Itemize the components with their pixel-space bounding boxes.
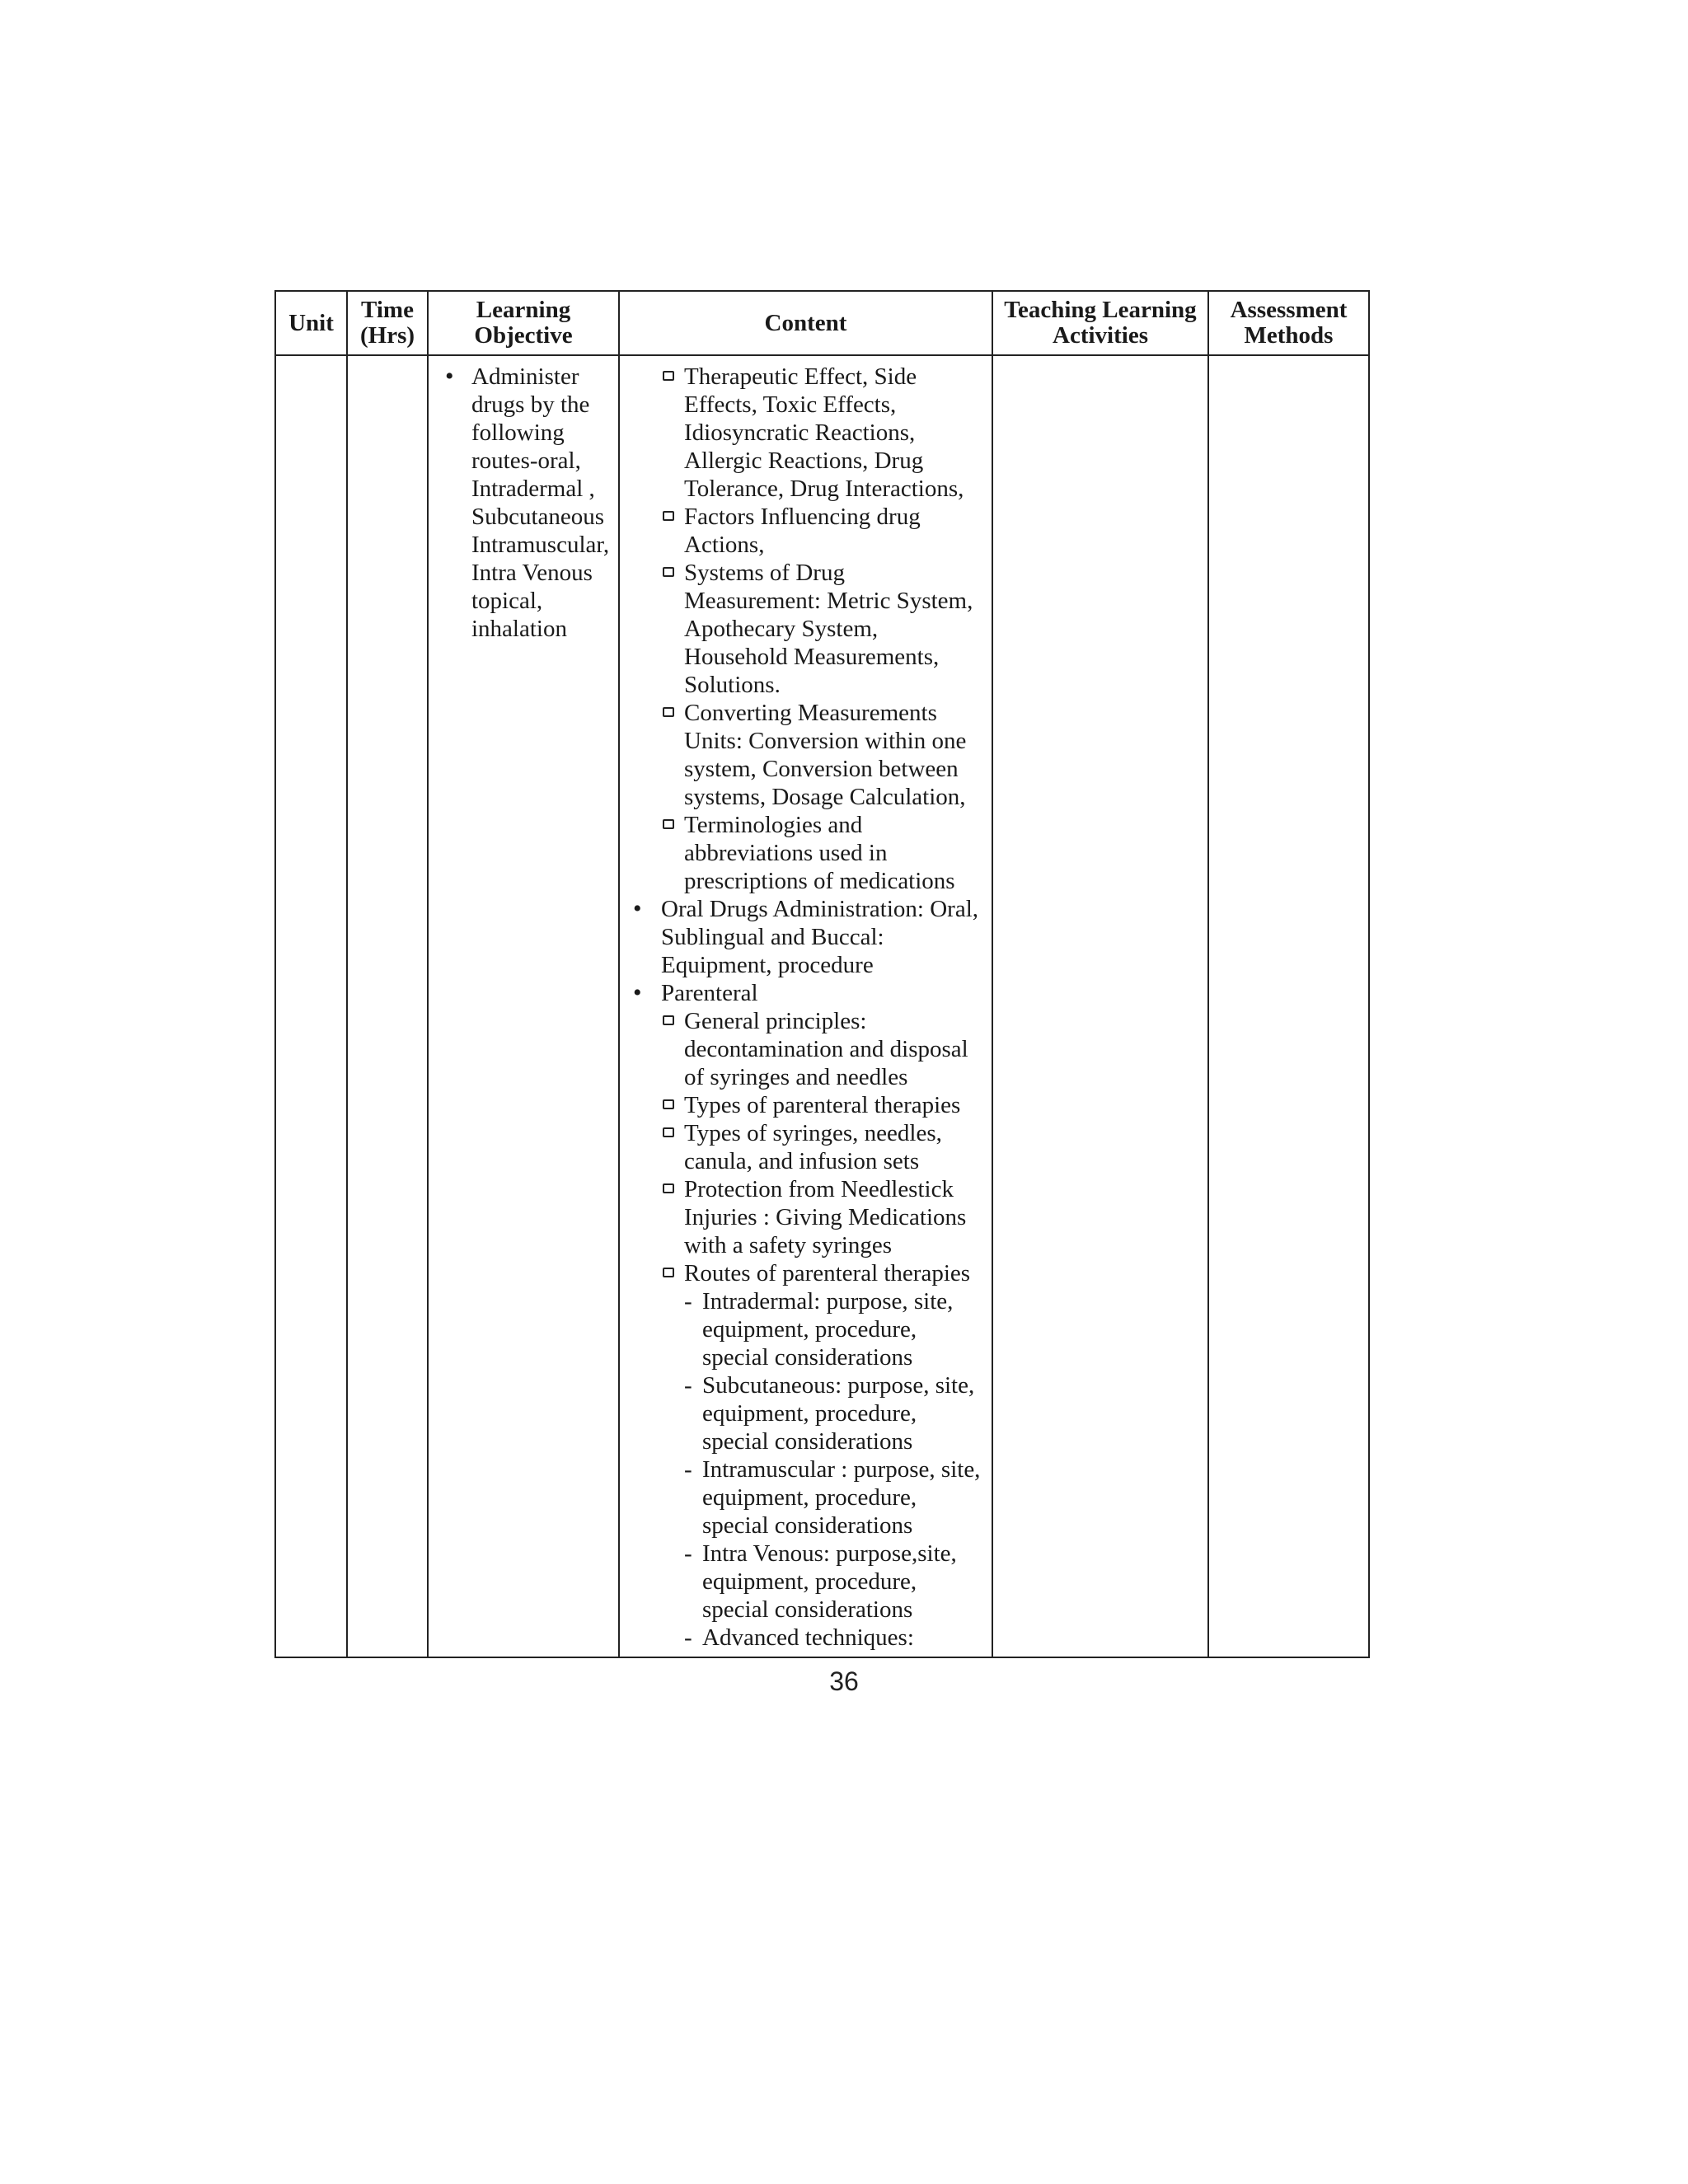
content-item: - Intramuscular : purpose, site, equipment, procedure, special considerations — [620, 1455, 992, 1540]
content-item: Converting Measurements Units: Conversion within one system, Conversion between systems, Dosage Calculation, — [620, 699, 992, 811]
content-item: General principles: decontamination and disposal of syringes and needles — [620, 1007, 992, 1091]
content-item: Therapeutic Effect, Side Effects, Toxic Effects, Idiosyncratic Reactions, Allergic Reactions, Drug Tolerance, Drug Interactions, — [620, 363, 992, 503]
content-item: - Intradermal: purpose, site, equipment, procedure, special considerations — [620, 1287, 992, 1371]
content-cell — [619, 355, 992, 1657]
content-item: - Advanced techniques: — [620, 1624, 992, 1652]
header-teaching-learning-activities: Teaching Learning Activities — [992, 291, 1208, 355]
objective-cell — [428, 355, 619, 1657]
content-item: • Oral Drugs Administration: Oral, Sublingual and Buccal: Equipment, procedure — [620, 895, 992, 979]
content-item: Factors Influencing drug Actions, — [620, 503, 992, 559]
objective-list — [429, 363, 618, 643]
header-row — [275, 291, 1369, 355]
content-item: Systems of Drug Measurement: Metric System, Apothecary System, Household Measurements, Solutions. — [620, 559, 992, 699]
content-item: Routes of parenteral therapies — [620, 1259, 992, 1287]
content-item: - Intra Venous: purpose,site, equipment, procedure, special considerations — [620, 1540, 992, 1624]
header-unit: Unit — [275, 291, 347, 355]
content-item: Types of syringes, needles, canula, and infusion sets — [620, 1119, 992, 1175]
time-cell — [347, 355, 428, 1657]
header-learning-objective: Learning Objective — [428, 291, 619, 355]
content-item: • Parenteral — [620, 979, 992, 1007]
content-item: Protection from Needlestick Injuries : Giving Medications with a safety syringes — [620, 1175, 992, 1259]
unit-cell — [275, 355, 347, 1657]
syllabus-table — [274, 290, 1370, 1658]
header-content: Content — [619, 291, 992, 355]
content-item: Terminologies and abbreviations used in prescriptions of medications — [620, 811, 992, 895]
table-row — [275, 355, 1369, 1657]
header-assessment-methods: Assessment Methods — [1208, 291, 1369, 355]
header-time: Time (Hrs) — [347, 291, 428, 355]
content-item: - Subcutaneous: purpose, site, equipment, procedure, special considerations — [620, 1371, 992, 1455]
content-list — [620, 363, 992, 1652]
page-number: 36 — [829, 1666, 859, 1696]
activities-cell — [992, 355, 1208, 1657]
assessment-cell — [1208, 355, 1369, 1657]
objective-item: • Administer drugs by the following routes-oral, Intradermal , Subcutaneous Intramuscular, Intra Venous topical, inhalation — [440, 363, 618, 643]
content-item: Types of parenteral therapies — [620, 1091, 992, 1119]
